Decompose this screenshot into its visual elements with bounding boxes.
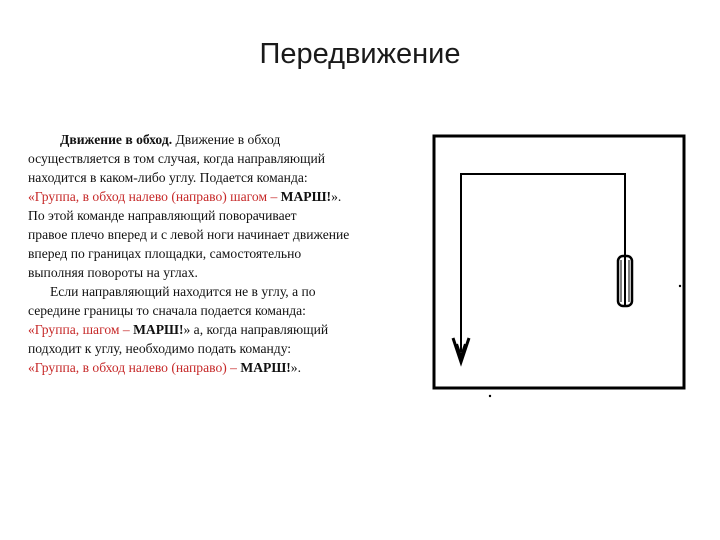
command-text: «Группа, в обход налево (направо) шагом – (28, 189, 281, 204)
paragraph-1-line-1 (28, 130, 418, 149)
paragraph-2-line-2: середине границы то сначала подается команда: (28, 303, 306, 318)
paragraph-1-line-8: выполняя повороты на углах. (28, 265, 198, 280)
command-text: «Группа, в обход налево (направо) – (28, 360, 241, 375)
command-text: «Группа, шагом – (28, 322, 134, 337)
command-after: а, когда направляющий (190, 322, 329, 337)
paragraph-1-line-3: находится в каком-либо углу. Подается команда: (28, 170, 308, 185)
command-march: МАРШ! (280, 189, 332, 204)
body-text (28, 130, 418, 377)
movement-path (461, 174, 625, 352)
command-close: » (183, 322, 191, 337)
walking-around-diagram (428, 130, 690, 400)
paragraph-2-line-4: подходит к углу, необходимо подать команду: (28, 341, 292, 356)
slide-title: Передвижение (259, 38, 461, 70)
dot-mark (489, 395, 491, 397)
paragraph-2-command-2 (28, 358, 418, 377)
dot-mark (679, 285, 681, 287)
paragraph-1-line-2: осуществляется в том случая, когда направляющий (28, 151, 325, 166)
paragraph-2-command-1 (28, 320, 418, 339)
paragraph-1-line-1-rest: Движение в обход (172, 132, 281, 147)
command-close: ». (331, 189, 342, 204)
paragraph-1-line-5: По этой команде направляющий поворачивает (28, 208, 297, 223)
paragraph-1-line-6: правое плечо вперед и с левой ноги начинает движение (28, 227, 350, 242)
paragraph-1-command (28, 187, 418, 206)
paragraph-1-line-7: вперед по границах площадки, самостоятельно (28, 246, 302, 261)
command-close: ». (290, 360, 301, 375)
command-march: МАРШ! (133, 322, 184, 337)
paragraph-heading: Движение в обход. (60, 132, 173, 147)
group-column-icon (618, 256, 632, 306)
command-march: МАРШ! (240, 360, 291, 375)
paragraph-2-line-1: Если направляющий находится не в углу, а по (50, 284, 316, 299)
